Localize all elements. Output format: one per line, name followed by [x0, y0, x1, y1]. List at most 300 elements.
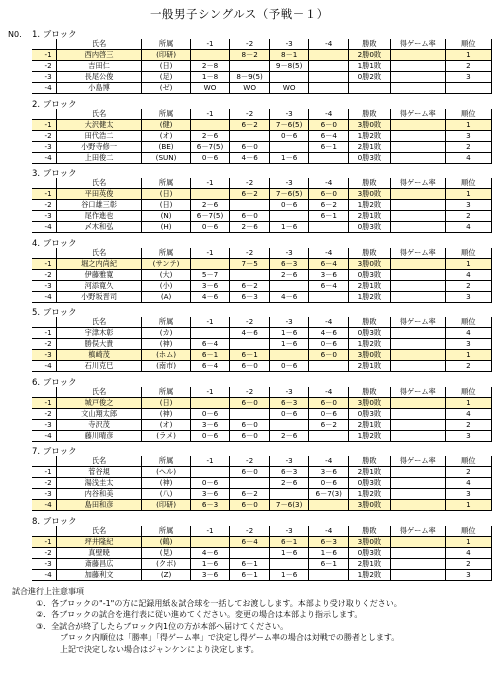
win-loss: 2勝0敗 — [349, 50, 391, 61]
column-header: -2 — [230, 387, 270, 398]
score-cell — [269, 141, 309, 152]
score-cell: 3－6 — [190, 569, 230, 580]
player-club: (SUN) — [142, 152, 190, 163]
player-name: 小島博 — [56, 83, 142, 94]
column-header: 順位 — [445, 109, 491, 120]
table-row — [32, 467, 492, 478]
score-cell: 1－6 — [269, 339, 309, 350]
row-label: -2 — [32, 408, 56, 419]
rank: 4 — [445, 478, 491, 489]
block-table — [32, 387, 492, 442]
block-table — [32, 317, 492, 372]
game-rate — [390, 280, 445, 291]
column-header: -3 — [269, 39, 309, 50]
score-cell: 0－6 — [309, 408, 349, 419]
column-header: -2 — [230, 248, 270, 259]
win-loss: 1勝2敗 — [349, 130, 391, 141]
rank: 1 — [445, 500, 491, 511]
row-label: -4 — [32, 152, 56, 163]
win-loss: 2勝1敗 — [349, 558, 391, 569]
score-cell — [269, 558, 309, 569]
score-cell — [309, 430, 349, 441]
score-cell: 6－1 — [230, 558, 270, 569]
notes-heading: 試合進行上注意事項 — [12, 587, 84, 596]
header-row — [32, 39, 492, 50]
score-cell — [190, 189, 230, 200]
score-cell: 6－0 — [309, 350, 349, 361]
rank: 4 — [445, 408, 491, 419]
row-label: -2 — [32, 269, 56, 280]
rank: 2 — [445, 211, 491, 222]
score-cell — [230, 478, 270, 489]
game-rate — [390, 419, 445, 430]
column-header: -4 — [309, 178, 349, 189]
table-row — [32, 200, 492, 211]
player-name: 吉田仁 — [56, 61, 142, 72]
player-club: (ラメ) — [142, 430, 190, 441]
row-label: -2 — [32, 339, 56, 350]
score-cell: 1－6 — [190, 558, 230, 569]
table-row — [32, 430, 492, 441]
column-header: 氏名 — [56, 178, 142, 189]
player-club: (BE) — [142, 141, 190, 152]
game-rate — [390, 189, 445, 200]
player-club: (H) — [142, 222, 190, 233]
score-cell: 0－6 — [190, 222, 230, 233]
score-cell: 6－0 — [309, 189, 349, 200]
score-cell: 6－4 — [190, 339, 230, 350]
score-cell: 8－9(5) — [230, 72, 270, 83]
column-header: -1 — [190, 39, 230, 50]
win-loss: 0勝3敗 — [349, 152, 391, 163]
rank: 3 — [445, 489, 491, 500]
score-cell: 0－6 — [190, 152, 230, 163]
row-label: -4 — [32, 222, 56, 233]
player-name: 石川克巳 — [56, 361, 142, 372]
score-cell: 0－6 — [309, 478, 349, 489]
row-label: -4 — [32, 83, 56, 94]
column-header: 得ゲーム率 — [390, 248, 445, 259]
column-header: 順位 — [445, 526, 491, 537]
rank — [445, 83, 491, 94]
score-cell: 6－2 — [230, 489, 270, 500]
game-rate — [390, 361, 445, 372]
score-cell: 0－6 — [190, 408, 230, 419]
player-name: 伊藤雅寛 — [56, 269, 142, 280]
game-rate — [390, 478, 445, 489]
score-cell: 0－6 — [269, 200, 309, 211]
rank: 2 — [445, 280, 491, 291]
player-name: 〆木和弘 — [56, 222, 142, 233]
column-header: -2 — [230, 178, 270, 189]
block-title: 3. ブロック — [32, 169, 77, 179]
game-rate — [390, 569, 445, 580]
block-table — [32, 526, 492, 581]
score-cell — [309, 222, 349, 233]
table-row — [32, 50, 492, 61]
game-rate — [390, 408, 445, 419]
table-row — [32, 258, 492, 269]
column-header: 得ゲーム率 — [390, 109, 445, 120]
column-header: 勝敗 — [349, 456, 391, 467]
player-name: 内谷和美 — [56, 489, 142, 500]
rank: 4 — [445, 328, 491, 339]
header-blank — [32, 178, 56, 189]
score-cell: 0－6 — [309, 339, 349, 350]
game-rate — [390, 291, 445, 302]
win-loss: 1勝1敗 — [349, 61, 391, 72]
row-label: -2 — [32, 130, 56, 141]
row-label: -3 — [32, 211, 56, 222]
score-cell: 2－6 — [190, 200, 230, 211]
column-header: -3 — [269, 456, 309, 467]
column-header: -3 — [269, 387, 309, 398]
notes-section — [12, 586, 402, 655]
player-name: 斎藤昌広 — [56, 558, 142, 569]
row-label: -3 — [32, 72, 56, 83]
game-rate — [390, 83, 445, 94]
win-loss: 3勝0敗 — [349, 397, 391, 408]
column-header: -4 — [309, 387, 349, 398]
table-row — [32, 152, 492, 163]
player-club: (オ) — [142, 130, 190, 141]
game-rate — [390, 130, 445, 141]
column-header: 順位 — [445, 317, 491, 328]
player-club: (大) — [142, 269, 190, 280]
header-row — [32, 526, 492, 537]
block-table — [32, 248, 492, 303]
block-table — [32, 109, 492, 164]
rank: 2 — [445, 141, 491, 152]
score-cell: 2－6 — [230, 222, 270, 233]
game-rate — [390, 500, 445, 511]
table-row — [32, 189, 492, 200]
row-label: -1 — [32, 258, 56, 269]
score-cell — [269, 350, 309, 361]
score-cell: 6－2 — [230, 119, 270, 130]
header-row — [32, 178, 492, 189]
block-title: 6. ブロック — [32, 377, 77, 388]
column-header: -4 — [309, 317, 349, 328]
score-cell: 4－6 — [230, 152, 270, 163]
win-loss: 1勝2敗 — [349, 489, 391, 500]
score-cell: 6－3 — [269, 258, 309, 269]
column-header: -3 — [269, 178, 309, 189]
player-name: 島田和彦 — [56, 500, 142, 511]
player-name: 藤川晴彦 — [56, 430, 142, 441]
game-rate — [390, 50, 445, 61]
score-cell: 6－4 — [309, 130, 349, 141]
score-cell: 1－6 — [309, 547, 349, 558]
column-header: 所属 — [142, 526, 190, 537]
score-cell: 0－6 — [190, 478, 230, 489]
column-header: -3 — [269, 317, 309, 328]
score-cell: 7－5 — [230, 258, 270, 269]
column-header: 氏名 — [56, 39, 142, 50]
row-label: -3 — [32, 489, 56, 500]
player-club: (印研) — [142, 500, 190, 511]
block-title: 2. ブロック — [32, 99, 77, 110]
score-cell: 4－6 — [309, 328, 349, 339]
score-cell — [230, 200, 270, 211]
column-header: 氏名 — [56, 526, 142, 537]
game-rate — [390, 258, 445, 269]
score-cell — [230, 339, 270, 350]
player-club: (オ) — [142, 419, 190, 430]
score-cell: 6－0 — [230, 467, 270, 478]
win-loss: 0勝3敗 — [349, 408, 391, 419]
player-name: 長尾公俊 — [56, 72, 142, 83]
game-rate — [390, 200, 445, 211]
score-cell — [269, 280, 309, 291]
win-loss: 0勝3敗 — [349, 328, 391, 339]
rank: 1 — [445, 536, 491, 547]
player-name: 尾作進也 — [56, 211, 142, 222]
row-label: -3 — [32, 280, 56, 291]
score-cell — [190, 328, 230, 339]
rank: 4 — [445, 547, 491, 558]
score-cell: 6－4 — [309, 280, 349, 291]
player-club: (鶴) — [142, 536, 190, 547]
table-row — [32, 361, 492, 372]
column-header: 順位 — [445, 456, 491, 467]
note-item: ②．各ブロックの試合を進行表に従い進めてください。変更の場合は本部より指示します。 — [36, 610, 363, 619]
score-cell: 6－1 — [269, 536, 309, 547]
score-cell — [309, 569, 349, 580]
score-cell — [230, 547, 270, 558]
game-rate — [390, 222, 445, 233]
table-row — [32, 141, 492, 152]
rank: 3 — [445, 430, 491, 441]
score-cell — [269, 72, 309, 83]
player-club: (南市) — [142, 361, 190, 372]
player-club: (A) — [142, 291, 190, 302]
column-header: 勝敗 — [349, 317, 391, 328]
table-row — [32, 222, 492, 233]
row-label: -3 — [32, 419, 56, 430]
score-cell: 6－0 — [230, 500, 270, 511]
column-header: -1 — [190, 387, 230, 398]
column-header: -1 — [190, 109, 230, 120]
rank: 1 — [445, 397, 491, 408]
score-cell: 3－6 — [190, 280, 230, 291]
player-name: 上田俊二 — [56, 152, 142, 163]
column-header: -2 — [230, 39, 270, 50]
player-club: (印研) — [142, 50, 190, 61]
score-cell: 0－6 — [269, 361, 309, 372]
row-label: -2 — [32, 478, 56, 489]
player-name: 堀之内尚紀 — [56, 258, 142, 269]
player-club: (日) — [142, 61, 190, 72]
score-cell: 2－6 — [190, 130, 230, 141]
header-blank — [32, 39, 56, 50]
column-header: -4 — [309, 456, 349, 467]
player-club: (N) — [142, 211, 190, 222]
player-club: (日) — [142, 397, 190, 408]
score-cell: 1－6 — [269, 328, 309, 339]
column-header: 勝敗 — [349, 248, 391, 259]
player-club: (八) — [142, 489, 190, 500]
game-rate — [390, 467, 445, 478]
header-row — [32, 317, 492, 328]
rank: 3 — [445, 72, 491, 83]
win-loss: 1勝2敗 — [349, 569, 391, 580]
score-cell: 4－6 — [269, 291, 309, 302]
score-cell: 1－6 — [269, 569, 309, 580]
game-rate — [390, 558, 445, 569]
win-loss: 2勝1敗 — [349, 141, 391, 152]
score-cell: WO — [269, 83, 309, 94]
win-loss: 3勝0敗 — [349, 536, 391, 547]
row-label: -2 — [32, 547, 56, 558]
header-row — [32, 109, 492, 120]
score-cell: 6－0 — [230, 361, 270, 372]
score-cell: 6－3 — [269, 397, 309, 408]
column-header: 得ゲーム率 — [390, 387, 445, 398]
player-name: 平田英俊 — [56, 189, 142, 200]
win-loss: 3勝0敗 — [349, 119, 391, 130]
column-header: -4 — [309, 248, 349, 259]
table-row — [32, 83, 492, 94]
score-cell: 4－6 — [190, 291, 230, 302]
score-cell — [269, 419, 309, 430]
column-header: 氏名 — [56, 248, 142, 259]
header-blank — [32, 526, 56, 537]
header-blank — [32, 248, 56, 259]
column-header: 勝敗 — [349, 109, 391, 120]
score-cell: 6－3 — [190, 500, 230, 511]
column-header: 氏名 — [56, 456, 142, 467]
score-cell: 6－0 — [230, 430, 270, 441]
column-header: -2 — [230, 526, 270, 537]
rank: 2 — [445, 419, 491, 430]
game-rate — [390, 536, 445, 547]
score-cell — [309, 500, 349, 511]
score-cell: 1－6 — [269, 547, 309, 558]
score-cell — [269, 489, 309, 500]
game-rate — [390, 269, 445, 280]
player-name: 小野坂晋司 — [56, 291, 142, 302]
win-loss — [349, 83, 391, 94]
table-row — [32, 350, 492, 361]
column-header: 所属 — [142, 456, 190, 467]
score-cell: 9－8(5) — [269, 61, 309, 72]
table-row — [32, 339, 492, 350]
score-cell — [230, 61, 270, 72]
player-name: 加藤利文 — [56, 569, 142, 580]
rank: 4 — [445, 269, 491, 280]
score-cell: 6－0 — [230, 141, 270, 152]
column-header: 順位 — [445, 248, 491, 259]
row-label: -3 — [32, 558, 56, 569]
score-cell: 3－6 — [190, 419, 230, 430]
column-header: -1 — [190, 178, 230, 189]
score-cell: 2－6 — [269, 478, 309, 489]
player-name: 宇津木彰 — [56, 328, 142, 339]
game-rate — [390, 339, 445, 350]
player-club: (見) — [142, 547, 190, 558]
score-cell: 0－6 — [269, 130, 309, 141]
row-label: -3 — [32, 350, 56, 361]
player-club: (サンテ) — [142, 258, 190, 269]
score-cell — [309, 361, 349, 372]
column-header: 所属 — [142, 109, 190, 120]
player-name: 勝俣大貴 — [56, 339, 142, 350]
row-label: -4 — [32, 361, 56, 372]
rank: 1 — [445, 189, 491, 200]
score-cell: WO — [230, 83, 270, 94]
score-cell: WO — [190, 83, 230, 94]
score-cell: 6－0 — [309, 397, 349, 408]
rank: 2 — [445, 61, 491, 72]
column-header: 氏名 — [56, 387, 142, 398]
score-cell: 1－6 — [269, 152, 309, 163]
column-header: 勝敗 — [349, 178, 391, 189]
player-name: 田代浩二 — [56, 130, 142, 141]
header-blank — [32, 387, 56, 398]
score-cell: 6－1 — [309, 558, 349, 569]
score-cell: 5－7 — [190, 269, 230, 280]
table-row — [32, 269, 492, 280]
win-loss: 2勝1敗 — [349, 211, 391, 222]
column-header: 氏名 — [56, 317, 142, 328]
row-label: -3 — [32, 141, 56, 152]
score-cell: 3－6 — [309, 269, 349, 280]
header-blank — [32, 317, 56, 328]
score-cell: 7－6(5) — [269, 189, 309, 200]
score-cell: 6－0 — [309, 119, 349, 130]
column-header: -1 — [190, 248, 230, 259]
score-cell: 6－3 — [230, 291, 270, 302]
table-row — [32, 61, 492, 72]
win-loss: 2勝1敗 — [349, 361, 391, 372]
column-header: 所属 — [142, 178, 190, 189]
table-row — [32, 489, 492, 500]
win-loss: 0勝2敗 — [349, 72, 391, 83]
score-cell: 6－7(5) — [190, 141, 230, 152]
score-cell — [230, 408, 270, 419]
score-cell — [230, 130, 270, 141]
table-row — [32, 280, 492, 291]
rank: 3 — [445, 339, 491, 350]
column-header: -1 — [190, 317, 230, 328]
score-cell: 6－3 — [309, 536, 349, 547]
rank: 2 — [445, 467, 491, 478]
column-header: 得ゲーム率 — [390, 178, 445, 189]
table-row — [32, 397, 492, 408]
game-rate — [390, 152, 445, 163]
player-club: (小) — [142, 280, 190, 291]
table-row — [32, 536, 492, 547]
score-cell — [190, 467, 230, 478]
player-name: 坪井隆紀 — [56, 536, 142, 547]
rank: 1 — [445, 350, 491, 361]
column-header: 得ゲーム率 — [390, 39, 445, 50]
player-club: (Z) — [142, 569, 190, 580]
score-cell: 6－7(3) — [309, 489, 349, 500]
player-name: 西内啓三 — [56, 50, 142, 61]
player-name: 槙崎茂 — [56, 350, 142, 361]
column-header: 氏名 — [56, 109, 142, 120]
block-table — [32, 178, 492, 233]
win-loss: 1勝2敗 — [349, 430, 391, 441]
game-rate — [390, 350, 445, 361]
player-club: (日) — [142, 200, 190, 211]
table-row — [32, 119, 492, 130]
table-row — [32, 130, 492, 141]
row-label: -1 — [32, 50, 56, 61]
player-name: 寺沢茂 — [56, 419, 142, 430]
